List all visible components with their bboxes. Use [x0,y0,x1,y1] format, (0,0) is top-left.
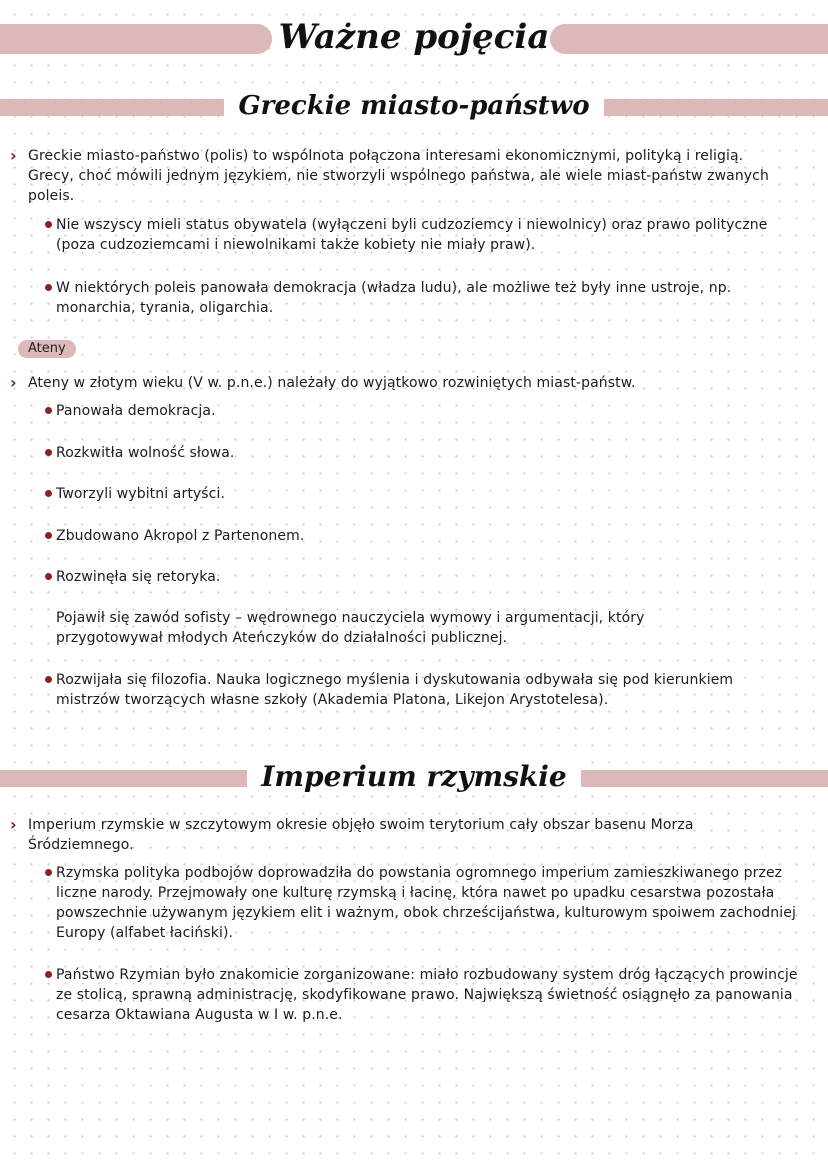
bullet-dot-icon [45,676,52,683]
rome-bullet-1: Rzymska polityka podbojów doprowadziła do powstania ogromnego imperium zamieszkiwanego przez liczne narody. Przejmowały one kulturę rzymską i łacinę, która nawet po upadku cesarstwa pozostała powszechnie używanym językiem elit i ważnym, obok chrześcijaństwa, kulturowym spoiwem zachodniej Europy (alfabet łaciński). [56,865,796,941]
bullet-dot-icon [45,221,52,228]
rome-bullet-2: Państwo Rzymian było znakomicie zorganizowane: miało rozbudowany system dróg łączących prowincje ze stolicą, sprawną administrację, skodyfikowane prawo. Największą świetność osiągnęło za panowania cesarza Oktawiana Augusta w I w. p.n.e. [56,967,798,1023]
rome-section-title: Imperium rzymskie [0,756,828,798]
greek-bullet-2: W niektórych poleis panowała demokracja (władza ludu), ale możliwe też były inne ustroje, np. monarchia, tyrania, oligarchia. [56,280,732,316]
athens-bullet-1: Panowała demokracja. [56,403,216,419]
chevron-right-icon: › [10,146,17,165]
page-title: Ważne pojęcia [278,17,550,57]
athens-bullet-5: Rozwinęła się retoryka. [56,569,221,585]
bullet-dot-icon [45,490,52,497]
greek-intro: Greckie miasto-państwo (polis) to wspólnota połączona interesami ekonomicznymi, polityką i religią. Grecy, choć mówili jednym językiem, nie stworzyli wspólnego państwa, ale wiele miast-państw zwanych poleis. [28,148,769,204]
bullet-dot-icon [45,284,52,291]
bullet-dot-icon [45,869,52,876]
athens-bullet-3: Tworzyli wybitni artyści. [56,486,226,502]
sophist-note: Pojawił się zawód sofisty – wędrownego nauczyciela wymowy i argumentacji, który przygotowywał młodych Ateńczyków do działalności publicznej. [56,610,645,646]
athens-label: Ateny [18,340,76,358]
rome-intro: Imperium rzymskie w szczytowym okresie objęło swoim terytorium cały obszar basenu Morza Śródziemnego. [28,817,694,853]
greek-section-title: Greckie miasto-państwo [0,86,828,126]
chevron-right-icon: › [10,373,17,392]
athens-bullet-4: Zbudowano Akropol z Partenonem. [56,528,305,544]
bullet-dot-icon [45,407,52,414]
chevron-right-icon: › [10,815,17,834]
philosophy-bullet: Rozwijała się filozofia. Nauka logicznego myślenia i dyskutowania odbywała się pod kierunkiem mistrzów tworzących własne szkoły (Akademia Platona, Likejon Arystotelesa). [56,672,734,708]
bullet-dot-icon [45,449,52,456]
athens-intro: Ateny w złotym wieku (V w. p.n.e.) należały do wyjątkowo rozwiniętych miast-państw. [28,375,636,391]
bullet-dot-icon [45,532,52,539]
bullet-dot-icon [45,971,52,978]
bullet-dot-icon [45,573,52,580]
greek-bullet-1: Nie wszyscy mieli status obywatela (wyłączeni byli cudzoziemcy i niewolnicy) oraz prawo polityczne (poza cudzoziemcami i niewolnikami także kobiety nie miały praw). [56,217,768,253]
athens-bullet-2: Rozkwitła wolność słowa. [56,445,235,461]
